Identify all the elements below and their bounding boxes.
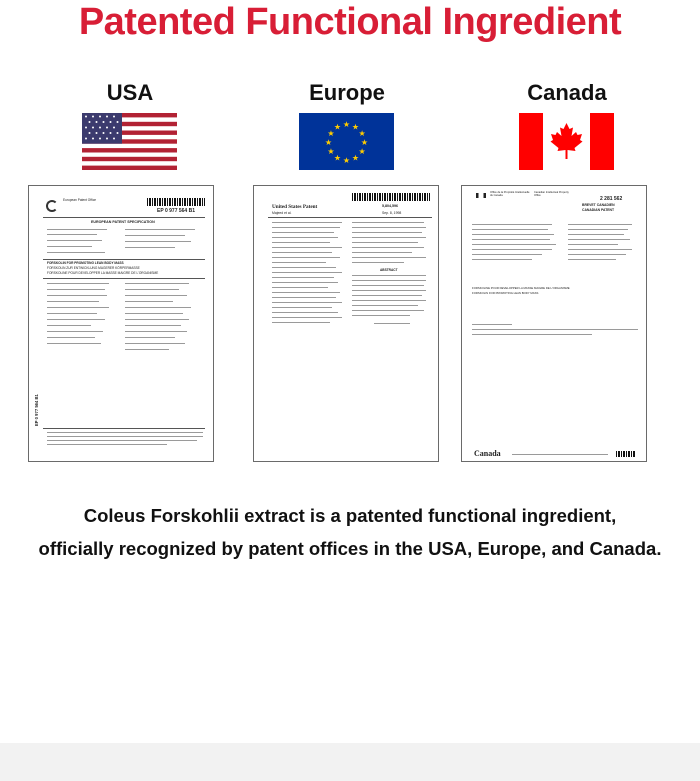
ca-barcode [616, 451, 636, 457]
ca-patent-title-en: CANADIAN PATENT [582, 208, 615, 212]
us-patent-header: United States Patent [272, 204, 318, 210]
canada-flag-mini-icon [476, 193, 486, 198]
ca-patent-title-fr: BREVET CANADIEN [582, 203, 615, 207]
ep-patent-number: EP 0 977 564 B1 [157, 208, 195, 214]
svg-text:★: ★ [342, 120, 351, 129]
usa-flag-icon [82, 113, 177, 170]
svg-text:★: ★ [324, 138, 333, 147]
footer-band [0, 743, 700, 781]
european-patent-document [28, 185, 214, 462]
svg-text:★: ★ [351, 153, 360, 163]
caption-line-2: officially recognized by patent offices in the USA, Europe, and Canada. [38, 538, 662, 559]
ep-office-label: European Patent Office [63, 198, 97, 202]
svg-text:★: ★ [327, 147, 335, 156]
ca-invention-title-en: FORSKOLIN FOR PROMOTING LEAN BODY MASS [472, 291, 539, 295]
ep-title-en: FORSKOLIN FOR PROMOTING LEAN BODY MASS [47, 261, 124, 265]
ep-title-fr: FORSKOLINE POUR DEVELOPPER LA MASSE MAIGRE DE L'ORGANISME [47, 271, 159, 275]
ep-side-number: EP 0 977 564 B1 [34, 394, 39, 426]
ca-office-fr: Office de la Propriété Intellectuelle du Canada [490, 191, 530, 197]
us-barcode [352, 193, 430, 201]
country-label-europe: Europe [309, 80, 385, 105]
canada-wordmark: Canada [474, 449, 501, 458]
caption-line-1: Coleus Forskohlii extract is a patented functional ingredient, [83, 505, 617, 526]
epo-logo-icon [46, 200, 58, 212]
canada-flag-icon [519, 113, 614, 170]
svg-text:★: ★ [327, 129, 335, 138]
us-abstract-title: ABSTRACT [380, 268, 398, 272]
ca-invention-title-fr: FORSKOLINE POUR DEVELOPPER LA MASSE MAIGRE DE L'ORGANISME [472, 286, 570, 290]
us-patent-number: 5,804,596 [382, 204, 398, 208]
us-patent-document [253, 185, 439, 462]
ep-spec-title: EUROPEAN PATENT SPECIFICATION [91, 220, 155, 224]
us-patent-author: Majeed et al. [272, 211, 292, 215]
svg-text:★: ★ [351, 122, 360, 132]
page-title: Patented Functional Ingredient [78, 1, 622, 43]
svg-text:★: ★ [333, 122, 342, 132]
us-patent-date: Sep. 8, 1998 [382, 211, 402, 215]
svg-text:★: ★ [333, 153, 342, 163]
country-label-canada: Canada [527, 80, 607, 105]
country-label-usa: USA [106, 80, 154, 105]
ep-barcode [147, 198, 205, 206]
svg-text:★: ★ [358, 129, 366, 138]
canadian-patent-document [461, 185, 647, 462]
svg-text:★: ★ [342, 156, 351, 165]
ep-title-de: FORSKOLIN ZUR ENTWICKLUNG MAGERER KÖRPERMASSE [47, 266, 140, 270]
svg-text:★: ★ [360, 138, 369, 147]
ca-patent-number: 2 281 562 [600, 196, 623, 202]
svg-text:★: ★ [358, 147, 366, 156]
ca-office-en: Canadian Intellectual Property Office [534, 191, 569, 197]
eu-flag-icon [299, 113, 394, 170]
